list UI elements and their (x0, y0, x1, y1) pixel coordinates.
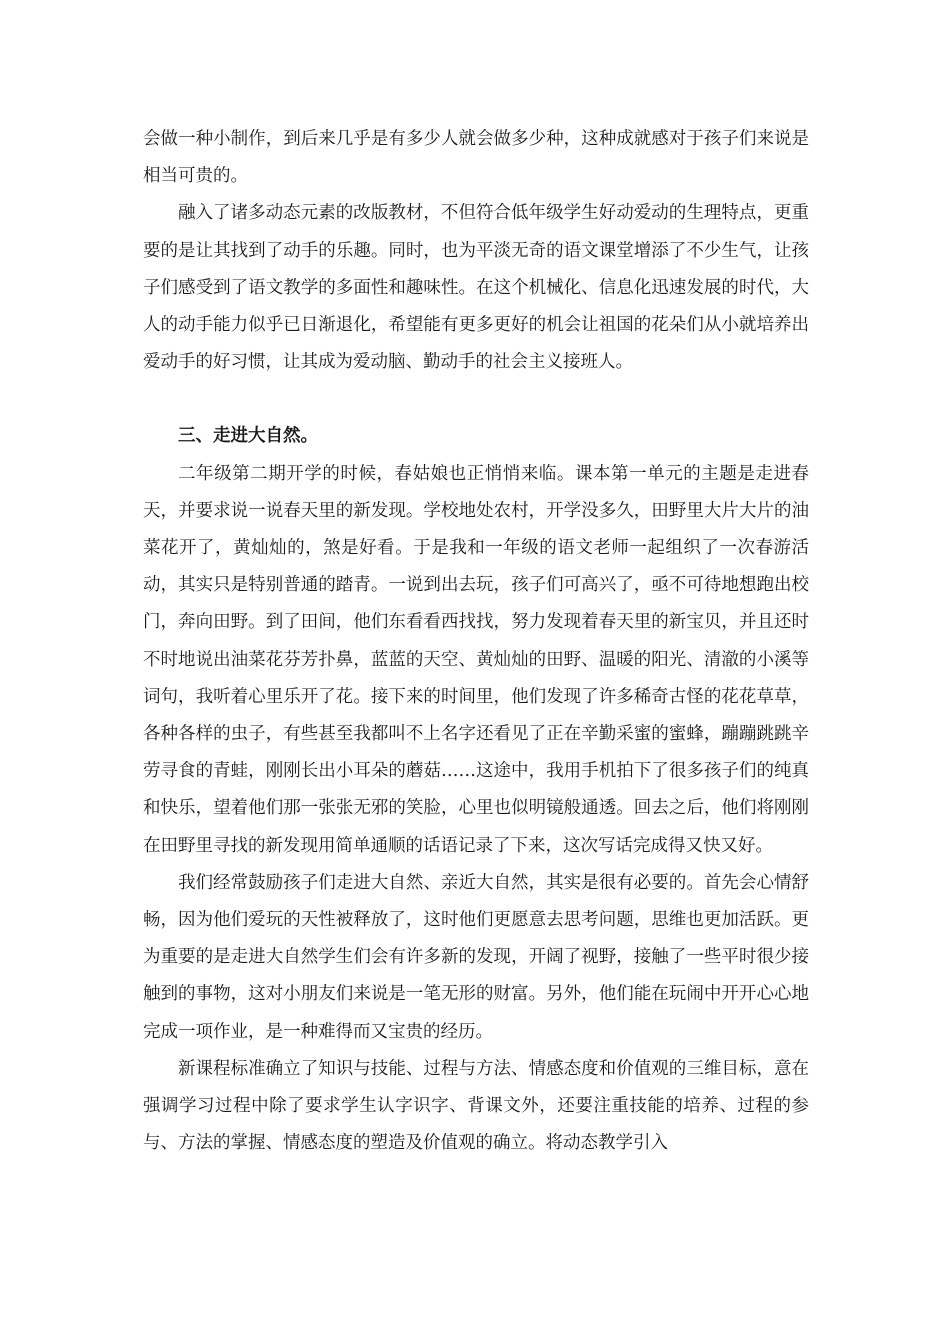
paragraph-spring-outing: 二年级第二期开学的时候，春姑娘也正悄悄来临。课本第一单元的主题是走进春天，并要求说一说春天里的新发现。学校地处农村，开学没多久，田野里大片大片的油菜花开了，黄灿灿的，煞是好看。于是我和一年级的语文老师一起组织了一次春游活动，其实只是特别普通的踏青。一说到出去玩，孩子们可高兴了，亟不可待地想跑出校门，奔向田野。到了田间，他们东看看西找找，努力发现着春天里的新宝贝，并且还时不时地说出油菜花芬芳扑鼻，蓝蓝的天空、黄灿灿的田野、温暖的阳光、清澈的小溪等词句，我听着心里乐开了花。接下来的时间里，他们发现了许多稀奇古怪的花花草草，各种各样的虫子，有些甚至我都叫不上名字还看见了正在辛勤采蜜的蜜蜂，蹦蹦跳跳辛劳寻食的青蛙，刚刚长出小耳朵的蘑菇……这途中，我用手机拍下了很多孩子们的纯真和快乐，望着他们那一张张无邪的笑脸，心里也似明镜般通透。回去之后，他们将刚刚在田野里寻找的新发现用简单通顺的话语记录了下来，这次写话完成得又快又好。 (143, 463, 809, 856)
paragraph-nature-benefits: 我们经常鼓励孩子们走进大自然、亲近大自然，其实是很有必要的。首先会心情舒畅，因为他们爱玩的天性被释放了，这时他们更愿意去思考问题，思维也更加活跃。更为重要的是走进大自然学生们会有许多新的发现，开阔了视野，接触了一些平时很少接触到的事物，这对小朋友们来说是一笔无形的财富。另外，他们能在玩闹中开开心心地完成一项作业，是一种难得而又宝贵的经历。 (143, 872, 809, 1042)
paragraph-curriculum-standard: 新课程标准确立了知识与技能、过程与方法、情感态度和价值观的三维目标，意在强调学习过程中除了要求学生认字识字、背课文外，还要注重技能的培养、过程的参与、方法的掌握、情感态度的塑造及价值观的确立。将动态教学引入 (143, 1058, 809, 1154)
document-page (143, 121, 809, 1162)
paragraph-textbook-revision: 融入了诸多动态元素的改版教材，不但符合低年级学生好动爱动的生理特点，更重要的是让其找到了动手的乐趣。同时，也为平淡无奇的语文课堂增添了不少生气，让孩子们感受到了语文教学的多面性和趣味性。在这个机械化、信息化迅速发展的时代，大人的动手能力似乎已日渐退化，希望能有更多更好的机会让祖国的花朵们从小就培养出爱动手的好习惯，让其成为爱动脑、勤动手的社会主义接班人。 (143, 203, 809, 373)
section-heading: 三、走进大自然。 (178, 426, 318, 447)
paragraph-continuation: 会做一种小制作，到后来几乎是有多少人就会做多少种，这种成就感对于孩子们来说是相当可贵的。 (143, 129, 809, 187)
